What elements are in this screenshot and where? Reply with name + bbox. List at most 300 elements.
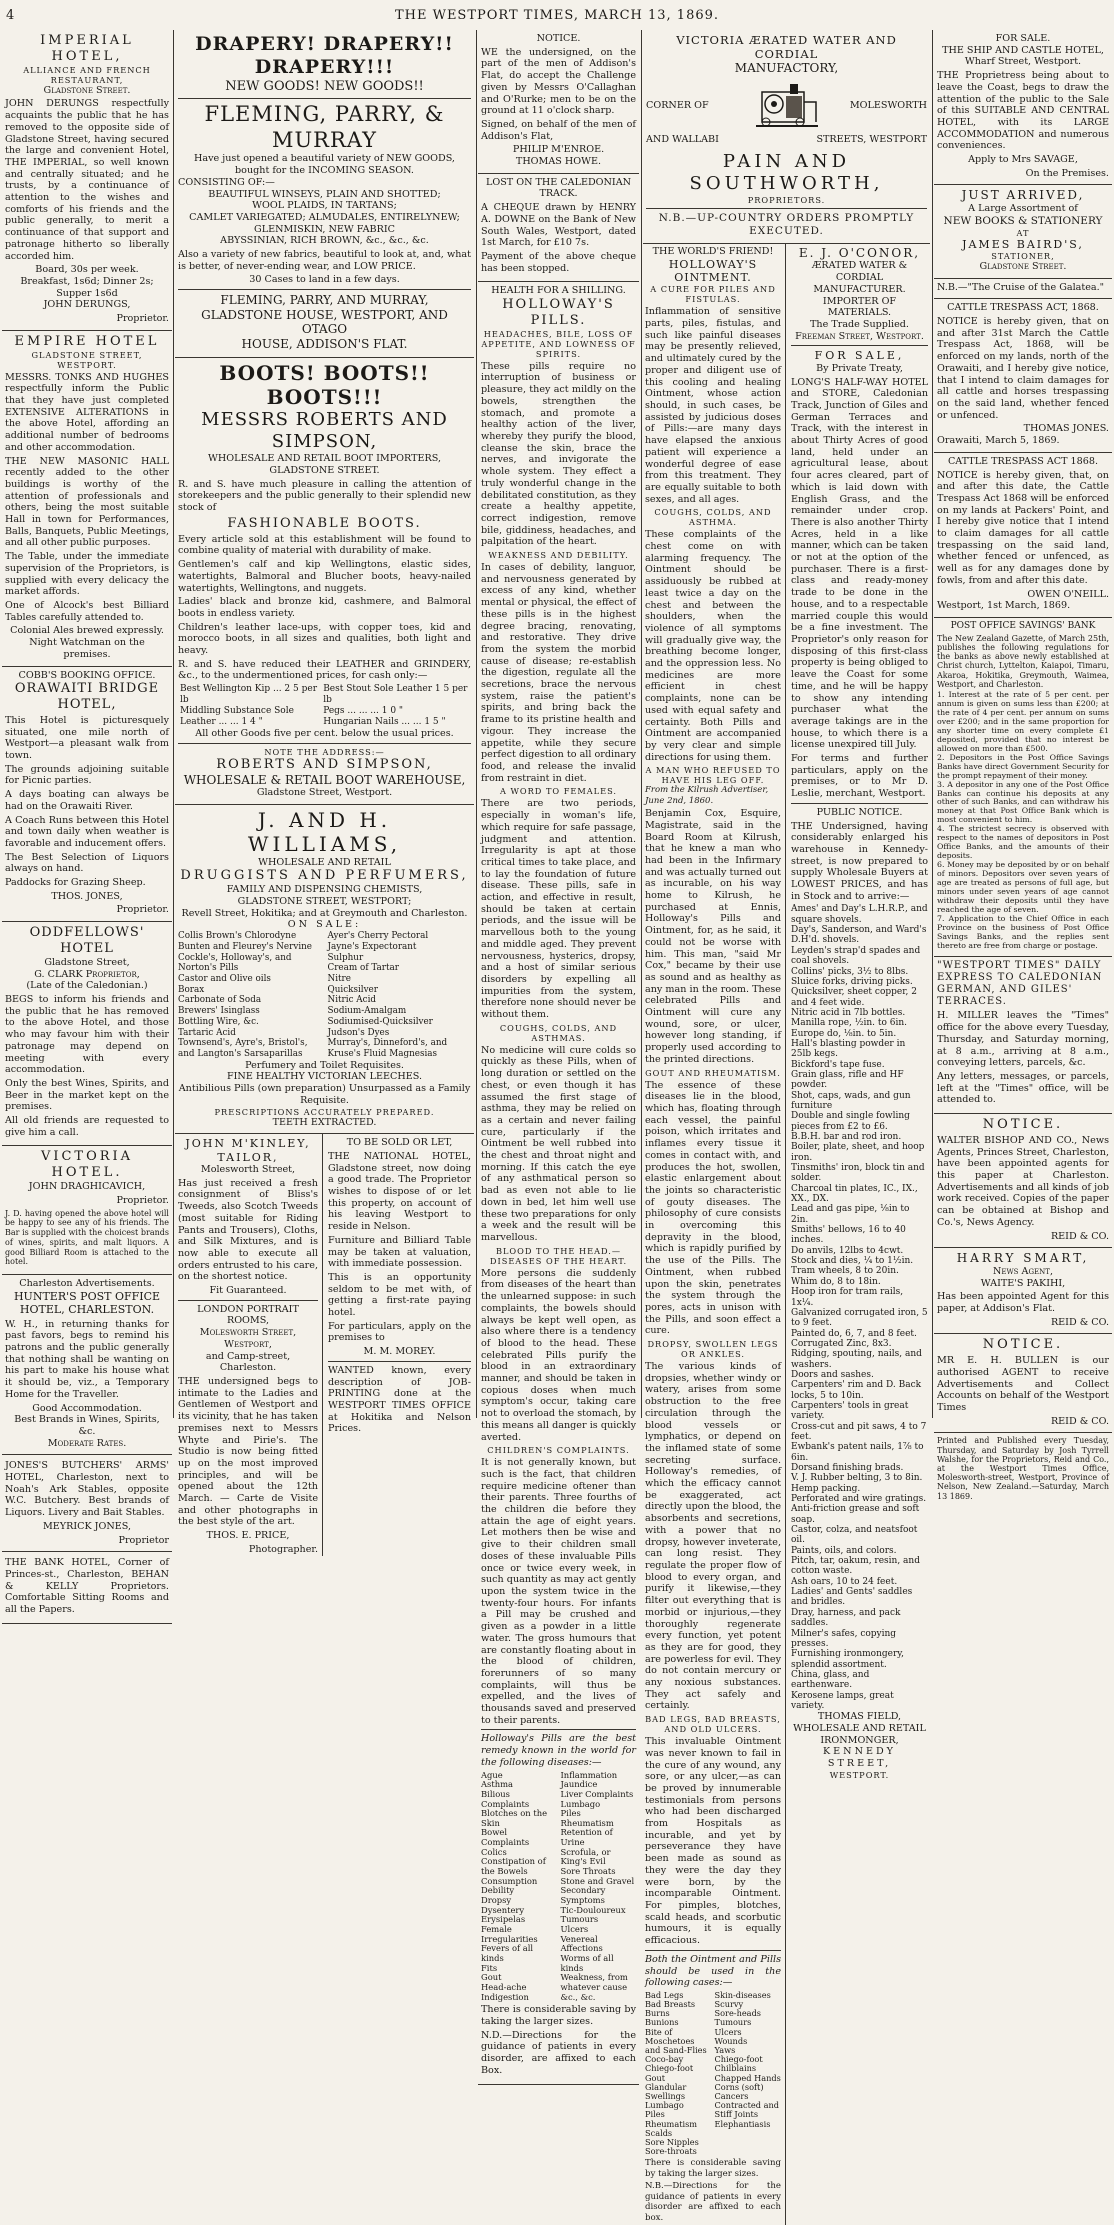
ad-family: FAMILY AND DISPENSING CHEMISTS, — [226, 884, 423, 896]
list-item: Tic-Douloureux — [560, 1904, 626, 1915]
list-item: &c., &c. — [560, 1991, 596, 2002]
ad-title: IMPERIAL HOTEL, — [40, 33, 134, 64]
butchers-arms-ad — [2, 1455, 172, 1552]
ad-body: Night Watchman on the premises. — [29, 637, 145, 660]
list-item: Rheumatism — [645, 2118, 698, 2129]
list-item: 1. Interest at the rate of 5 per cent. per annum is given on sums less than £200; at the rate of 4 per cent. per annum on sums over £200; and in the same proportion for any shorter time on every complete £1 deposited, provided that no interest be allowed on more than £500. — [937, 690, 1109, 753]
ad-line: MOLESWORTH — [849, 99, 927, 111]
ad-at: AT — [1016, 227, 1030, 238]
list-item: Murray's, Dinneford's, and Kruse's Fluid Magnesias — [327, 1038, 448, 1059]
list-item: Sore Nipples — [645, 2136, 699, 2147]
list-item: Brewers' Isinglass — [178, 1006, 260, 1017]
list-item: Cross-cut and pit saws, 4 to 7 feet. — [791, 1421, 927, 1442]
ad-note: N.B.—UP-COUNTRY ORDERS PROMPTLY EXECUTED. — [658, 212, 915, 238]
list-item: Shot, caps, wads, and gun furniture — [791, 1090, 911, 1111]
list-item: Carbonate of Soda — [178, 995, 262, 1006]
list-item: Cream of Tartar — [327, 963, 399, 974]
ad-title: HOLLOWAY'S PILLS. — [502, 297, 615, 328]
list-item: Quicksilver — [327, 984, 378, 995]
ad-proprietor: G. CLARK Proprietor, — [34, 968, 140, 980]
list-item: Burns — [645, 2008, 670, 2019]
column-rule — [173, 30, 174, 1418]
list-item: Pitch, tar, oakum, resin, and cotton waste. — [791, 1556, 920, 1577]
ad-body: There is considerable saving by taking the larger sizes. — [645, 2158, 781, 2179]
ad-line: Fit Guaranteed. — [209, 1285, 287, 1297]
holloway-pills-ad — [478, 282, 639, 2084]
ad-signature: REID & CO. — [1050, 1415, 1109, 1427]
ad-body: THE undersigned begs to intimate to the Ladies and Gentlemen of Westport and its vicinity, that he has taken premises next to Messrs Whyte and Pirie's. The Studio is now being fitted up on the most improved principles, and will be opened about the 12th March. — Carte de Visite and other photographs in the best style of the art. — [178, 1375, 318, 1528]
case-list-left — [645, 1991, 712, 2156]
list-item: Ladies' and Gents' saddles and bridles. — [791, 1587, 913, 1608]
list-item: Leyden's strap'd spades and coal shovels. — [791, 945, 921, 967]
section-head: A MAN WHO REFUSED TO HAVE HIS LEG OFF. — [645, 765, 781, 786]
column-1 — [2, 30, 172, 1616]
ad-street: Molesworth Street, — [200, 1164, 296, 1176]
ad-body: MESSRS. TONKS AND HUGHES respectfully inform the Public that they have just completed EXTENSIVE ALTERATIONS in the above Hotel, affording an additional number of bedrooms and other accommodation. — [5, 371, 169, 453]
ad-firm: FLEMING, PARRY, AND MURRAY, — [220, 293, 429, 308]
ad-name: OWEN O'NEILL. — [1027, 588, 1109, 600]
ad-street: KENNEDY STREET, — [823, 1746, 896, 1770]
list-item: Dray, harness, and pack saddles. — [791, 1607, 901, 1629]
ad-cases: 30 Cases to land in a few days. — [249, 274, 400, 286]
ad-title: BOOTS! BOOTS!! BOOTS!!! — [219, 360, 430, 410]
ad-body: Inflammation of sensitive parts, piles, fistulas, and such like painful diseases may be presently relieved, and ultimately cured by the proper and diligent use of this cooling and healing Ointment, whose action should, in such cases, be assisted by judicious doses of Pills:—are many days have elapsed the anxious patient will experience a wonderful degree of ease from this treatment. They are equally suitable to both sexes, and all ages. — [645, 306, 781, 505]
list-item: Tinsmiths' iron, block tin and solder. — [791, 1163, 925, 1184]
list-item: Milner's safes, copying presses. — [791, 1628, 897, 1649]
list-item: Piles — [645, 2109, 665, 2120]
ad-date: Orawaiti, March 5, 1869. — [937, 435, 1060, 447]
list-item: Elephantiasis — [714, 2118, 771, 2129]
list-item: Sore-heads — [714, 2008, 762, 2019]
list-item: Indigestion — [481, 1991, 529, 2002]
list-item: Fevers of all kinds — [481, 1943, 534, 1963]
lost-cheque-ad — [478, 174, 639, 283]
ad-line: Good Accommodation. — [32, 1402, 142, 1414]
section-head: GOUT AND RHEUMATISM. — [645, 1067, 781, 1078]
ad-premises: On the Premises. — [1025, 167, 1109, 179]
list-item: Glandular Swellings — [645, 2081, 687, 2101]
ad-title: CATTLE TRESPASS ACT, 1868. — [947, 302, 1099, 314]
list-item: Ulcers — [714, 2026, 742, 2037]
ad-body: W. H., in returning thanks for past favors, begs to remind his patrons and the public generally that nothing shall be wanting on his part to make his house what it should be, viz., a Temporary Home for the Traveller. — [5, 1318, 169, 1400]
section-head: A WORD TO FEMALES. — [499, 786, 618, 797]
ad-title: NOTICE. — [982, 1117, 1064, 1133]
ad-body: N.B.—Directions for the guidance of patients in every disorder are affixed to each box. — [645, 2181, 781, 2223]
ad-body: A CHEQUE drawn by HENRY A. DOWNE on the Bank of New South Wales, Westport, dated 1st March, for £10 7s. — [481, 202, 636, 249]
ad-body: All old friends are requested to give him a call. — [5, 1115, 169, 1138]
ad-title: PUBLIC NOTICE. — [816, 806, 903, 818]
list-item: Cockle's, Holloway's, and Norton's Pills — [178, 952, 292, 974]
ad-body: A Coach Runs between this Hotel and town daily when weather is favorable and inducement offers. — [5, 814, 169, 849]
list-item: Asthma — [481, 1779, 514, 1790]
list-item: Inflammation — [560, 1769, 618, 1780]
column-5 — [934, 30, 1112, 1501]
ad-body: These complaints of the chest come on with alarming frequency. The Ointment should be assiduously be rubbed at least twice a day on the chest and between the shoulders, when the violence of all symptoms will gradually give way, the breathing become longer, and the oppression less. No medicines are more efficient in chest complaints, none can be used with equal safety and certainty. Both Pills and Ointment are accompanied by very clear and simple directions for using them. — [645, 529, 781, 763]
ad-line: The Trade Supplied. — [810, 319, 909, 330]
ad-street: Freeman Street, Westport. — [795, 330, 924, 342]
two-up-ads — [643, 244, 930, 2225]
masthead-title: THE WESTPORT TIMES, MARCH 13, 1869. — [394, 8, 720, 23]
ad-body: The various kinds of dropsies, whether windy or watery, arises from some obstruction to the free circulation through the blood vessels or lymphatics, or depend on the inflamed state of some secreting surface. Holloway's remedies, of which the efficacy cannot be exaggerated, act directly upon the blood, the absorbents and secretions, with a power that no dropsy, however inveterate, can long resist. They regulate the proper flow of blood to every organ, and purify it likewise,—they filter out everything that is morbid or injurious,—they thoroughly regenerate every function, yet potent as they are for good, they are powerless for evil. They do not contain mercury or any noxious substances. They act safely and certainly. — [645, 1361, 781, 1712]
ad-title: J. AND H. WILLIAMS, — [247, 807, 402, 857]
ad-body: Signed, on behalf of the men of Addison's Flat, — [481, 118, 636, 142]
ad-body: Both the Ointment and Pills should be used in the following cases:— — [645, 1953, 781, 1989]
ad-body: Furniture and Billiard Table may be taken at valuation, with immediate possession. — [328, 1234, 471, 1270]
ad-address: GLADSTONE HOUSE, WESTPORT, AND OTAGO — [201, 307, 448, 337]
divider — [178, 1300, 318, 1301]
column-3 — [478, 30, 639, 2076]
list-item: Rheumatism — [560, 1817, 614, 1828]
ad-body: The grounds adjoining suitable for Picnic parties. — [5, 763, 169, 787]
ad-body: Benjamin Cox, Esquire, Magistrate, said in the Board Room at Kilrush, that he knew a man who had been in the Infirmary and was actually turned out as incurable, on his way home to Kilrush, he purchased at Ennis, Holloway's Pills and Ointment, for, as he said, it could not be worse with him. This man, "said Mr Cox," became by their use as sound and as healthy as any man in the room. These celebrated Pills and Ointment will cure any wound, sore, or ulcer, however long standing, if properly used according to the printed directions. — [645, 808, 781, 1065]
ad-body: H. MILLER leaves the "Times" office for the above every Tuesday, Thursday, and Saturday morning, at 8 a.m., arriving at 8 a.m., conveying letters, parcels, &c. — [937, 1010, 1109, 1069]
divider — [178, 289, 471, 290]
list-item: Europe do, ⅛in. to 5in. — [791, 1028, 897, 1039]
list-item: Sore Throats — [560, 1866, 616, 1877]
list-item: Tumours — [560, 1914, 599, 1925]
sale-list-right — [328, 931, 472, 1060]
ad-onsale: ON SALE: — [287, 919, 362, 931]
column-rule — [476, 30, 477, 1418]
list-item: Gout — [645, 2072, 666, 2083]
list-item: Constipation of the Bowels — [481, 1856, 546, 1877]
list-item: Weakness, from whatever cause — [560, 1972, 628, 1992]
list-item: Hoop iron for tram rails, 1x¼. — [791, 1287, 904, 1308]
table-row — [178, 706, 471, 717]
ad-name: MEYRICK JONES, — [42, 1520, 132, 1532]
ad-body: There is considerable saving by taking the larger sizes. — [481, 2004, 636, 2027]
ad-firm: JAMES BAIRD'S, — [962, 237, 1084, 251]
ad-body: This invaluable Ointment was never known to fail in the cure of any wound, any sore, or any ulcer,—as can be proved by innumerable testimonials from persons who had been discharged from Hospitals as incurable, and yet by perseverance they have been made as sound as they were the day they were born, by the incomparable Ointment. For pimples, blotches, scald heads, and scorbutic humours, it is equally efficacious. — [645, 1736, 781, 1947]
section-head: DROPSY, SWOLLEN LEGS OR ANKLES. — [647, 1339, 779, 1360]
list-item: Chilblains — [714, 2063, 757, 2074]
disease-list-left — [481, 1771, 557, 2003]
list-item: Castor, colza, and neatsfoot oil. — [791, 1525, 918, 1546]
list-item: Sore-throats — [645, 2146, 697, 2157]
ad-body: No medicine will cure colds so quickly as these Pills, when of long duration or settled on the chest, or even though it has assumed the first stage of asthma, they may be relied on as a certain and never failing cure, particularly if the Ointment be well rubbed into the chest and throat night and morning. If this catch the eye of any asthmatical person so bad as even not able to lie down in bed, let him well use these two preparations for only a week and the result will be marvellous. — [481, 1044, 636, 1243]
williams-chemists-ad — [175, 805, 474, 1134]
section-heading: Charleston Advertisements. — [19, 1278, 155, 1290]
ad-subtitle: ALLIANCE AND FRENCH RESTAURANT, — [23, 64, 151, 85]
ad-name: THOMAS HOWE. — [515, 156, 602, 168]
case-list-right — [715, 1991, 782, 2156]
ad-name: PHILIP M'ENROE. — [512, 144, 605, 156]
machinery-engraving-icon — [752, 78, 822, 134]
ad-title: POST OFFICE SAVINGS' BANK — [950, 620, 1096, 631]
table-cell: Hungarian Nails ... ... 1 5 " — [323, 717, 446, 728]
list-item: Jaundice — [560, 1779, 598, 1790]
list-item: Collins' picks, 3½ to 8lbs. — [791, 966, 909, 977]
daily-express-ad — [934, 957, 1112, 1114]
right-subcolumn — [786, 244, 930, 2225]
list-item: Corns (soft) — [714, 2081, 764, 2092]
list-item: Secondary Symptoms — [560, 1885, 606, 1906]
imperial-hotel-ad — [2, 30, 172, 331]
list-item: Tram wheels, 8 to 20in. — [791, 1266, 899, 1277]
list-item: Galvanized corrugated iron, 5 to 9 feet. — [791, 1307, 928, 1329]
ad-body: These pills require no interruption of business or pleasure, they act mildly on the bowels, strengthen the stomach, and promote a healthy action of the liver, whereby they purify the blood, cleanse the skin, brace the nerves, and invigorate the whole system. They effect a truly wonderful change in the debilitated constitution, as they create a healthy appetite, correct indigestion, remove bile, giddiness, headaches, and palpitation of the heart. — [481, 360, 636, 548]
ad-title: FOR SALE, — [814, 349, 905, 363]
list-item: Scurvy — [714, 1999, 744, 2010]
ad-body: THE NEW MASONIC HALL recently added to the other buildings is worthy of the attention of professionals and others, being the most suitable Hall in town for Performances, Balls, Banquets, Public Meetings, and all other public purposes. — [5, 455, 169, 549]
ad-body: Has just received a fresh consignment of Bliss's Tweeds, also Scotch Tweeds (most suitable for Riding Pants and Trousers), Cloths, and Silk Mixtures, and is now able to execute all orders entrusted to his care, on the shortest notice. — [178, 1177, 318, 1283]
ad-street: Gladstone Street, Westport. — [256, 787, 393, 799]
cattle-trespass-ad-1 — [934, 299, 1112, 452]
ad-body: NOTICE is hereby given, that on and after 31st March the Cattle Trespass Act, 1868, will be enforced on my lands, north of the Orawaiti, and I hereby give notice, that I intend to claim damages for all cattle and horses trespassing on the said land, whether fenced or unfenced. — [937, 316, 1109, 421]
savings-rules — [937, 691, 1109, 951]
table-cell: Middling Substance Sole — [180, 706, 294, 717]
ad-name: THOS. E. PRICE, — [206, 1530, 290, 1542]
section-head: COUGHS, COLDS, AND ASTHMA. — [654, 507, 772, 528]
goods-line: CAMLET VARIEGATED; ALMUDALES, ENTIRELYNEW; — [189, 211, 460, 223]
list-item: Chapped Hands — [714, 2072, 781, 2083]
table-cell: Best Stout Sole Leather 1 5 per lb — [323, 684, 468, 706]
ad-body: Every article sold at this establishment will be found to combine quality of material with durability of make. — [178, 533, 471, 557]
ad-body: THE Proprietress being about to leave the Coast, begs to draw the attention of the public to the Sale of this SUITABLE AND CENTRAL HOTEL, with its LARGE ACCOMMODATION and numerous conveniences. — [937, 70, 1109, 152]
cordial-manufactory-ad — [643, 30, 930, 244]
ad-role: Proprietor. — [116, 904, 169, 916]
ad-title: HOLLOWAY'S OINTMENT. — [668, 257, 758, 284]
list-item: Paints, oils, and colors. — [791, 1545, 897, 1556]
list-item: 4. The strictest secrecy is observed with respect to the names of depositors in Post Office Banks, and the amounts of their deposits. — [937, 824, 1109, 861]
ad-title: ODDFELLOWS' HOTEL — [29, 925, 145, 957]
ad-apply: Apply to Mrs SAVAGE, — [968, 154, 1078, 166]
ad-subtitle: WHOLESALE & RETAIL BOOT WAREHOUSE, — [183, 772, 466, 787]
ad-body: This is an opportunity seldom to be met with, of getting a first-rate paying hotel. — [328, 1271, 471, 1319]
list-item: Ash oars, 10 to 24 feet. — [791, 1576, 898, 1587]
list-item: Quicksilver, sheet copper, 2 and 4 feet wide. — [791, 987, 917, 1008]
ad-body: R. and S. have much pleasure in calling the attention of storekeepers and the public generally to their splendid new stock of — [178, 478, 471, 514]
list-item: Furnishing ironmongery, splendid assortment. — [791, 1649, 905, 1670]
list-item: Ague — [481, 1769, 503, 1780]
ad-line: By Private Treaty, — [816, 362, 903, 374]
ad-subtitle: WHOLESALE AND RETAIL BOOT IMPORTERS, — [208, 453, 441, 465]
ad-body: MR E. H. BULLEN is our authorised AGENT to receive Advertisements and Collect Accounts on behalf of the Westport Times — [937, 1355, 1109, 1414]
ad-heading: THE WORLD'S FRIEND! — [652, 245, 774, 257]
ad-body: A days boating can always be had on the Orawaiti River. — [5, 789, 169, 812]
ad-line: PRESCRIPTIONS ACCURATELY PREPARED. — [214, 1106, 435, 1117]
list-item: Jayne's Expectorant — [327, 941, 417, 952]
list-item: Bilious Complaints — [481, 1788, 530, 1809]
ad-name: JOHN DERUNGS, — [43, 299, 131, 311]
list-item: 7. Application to the Chief Office in each Province on the business of Post Office Savings Banks, and the replies sent thereto are free from charge or postage. — [937, 913, 1109, 950]
ad-name: THOS. JONES, — [51, 890, 123, 902]
section-head: A CURE FOR PILES AND FISTULAS. — [650, 284, 776, 305]
ad-body: Paddocks for Grazing Sheep. — [5, 877, 146, 889]
list-item: Female Irregularities — [481, 1924, 538, 1944]
ad-name: JOHN DRAGHICAVICH, — [28, 1181, 146, 1193]
ad-street: and Camp-street, Charleston. — [205, 1350, 291, 1374]
section-head: BLOOD TO THE HEAD.—DISEASES OF THE HEART. — [489, 1245, 628, 1266]
savings-bank-notice — [934, 618, 1112, 957]
street-row — [646, 134, 927, 146]
disease-lists — [481, 1771, 636, 2003]
ship-castle-ad — [934, 30, 1112, 185]
ad-intro: Have just opened a beautiful variety of NEW GOODS, bought for the INCOMING SEASON. — [194, 153, 455, 177]
list-item: Scalds — [645, 2127, 673, 2138]
list-item: B.B.H. bar and rod iron. — [791, 1132, 902, 1143]
list-item: Double and single fowling pieces from £2 to £6. — [791, 1111, 910, 1132]
ad-line: AND WALLABI — [646, 133, 719, 145]
list-item: Charcoal tin plates, IC., IX., XX., DX. — [791, 1183, 918, 1205]
list-item: Ulcers — [560, 1924, 589, 1935]
list-item: Dorsand finishing brads. — [791, 1463, 904, 1474]
ad-body: LONG'S HALF-WAY HOTEL and STORE, Caledonian Track, Junction of Giles and German Terraces and Track, with the interest in about Thirty Acres of good land, held under an agricultural lease, about four acres cleared, part of which is laid down with English Grass, and the remainder under crop. There is also another Thirty Acres, held in a like manner, which can be taken or not at the option of the purchaser. There is a first-class and ready-money trade to be done in the house, and to a respectable married couple this would be a fine investment. The Proprietor's only reason for disposing of this first-class property is being obliged to leave the Coast for some time, and he will be happy to show any intending purchaser what the average takings are in the house, to which there is a license unexpired till July. — [791, 376, 928, 751]
ad-body: THE BANK HOTEL, Corner of Princes-st., Charleston, BEHAN & KELLY Proprietors. Comfortable Sitting Rooms and all the Papers. — [5, 1557, 169, 1616]
list-item: Corrugated Zinc, 8x3. — [791, 1338, 892, 1349]
ad-board: Board, 30s per week. — [35, 264, 139, 276]
list-item: Hall's blasting powder in 25lb kegs. — [791, 1038, 906, 1060]
ad-title: VICTORIA HOTEL. — [40, 1149, 134, 1181]
ad-body: In cases of debility, languor, and nervousness generated by excess of any kind, whether mental or physical, the effect of these pills is in the highest degree bracing, renovating, and restorative. They drive from the system the morbid cause of disease; re-establish the digestion, regulate all the secretions, brace the nervous system, raise the patient's spirits, and bring back the frame to its pristine health and vigour. They increase the appetite, while they secure perfect digestion to all ordinary food, and release the invalid from restraint in diet. — [481, 562, 636, 784]
ad-street: Molesworth Street, Westport, — [199, 1327, 297, 1350]
section-head: COUGHS, COLDS, AND ASTHMAS. — [499, 1022, 618, 1043]
section-head: HEADACHES, BILE, LOSS OF APPETITE, AND LOWNESS OF SPIRITS. — [481, 328, 636, 359]
list-item: 3. A depositor in any one of the Post Office Banks can continue his deposits at any other of such Banks, and can withdraw his money at that Post Office Bank which is most convenient to him. — [937, 779, 1109, 825]
page-header — [0, 0, 1114, 32]
list-item: Dysentery — [481, 1904, 525, 1915]
ad-body: JONES'S BUTCHERS' ARMS' HOTEL, Charleston, next to Noah's Ark Stables, opposite W.C. Butchery. Best brands of Liquors. Livery and Bait Stables. — [5, 1460, 169, 1519]
ad-title: DRAPERY! DRAPERY!! DRAPERY!!! — [195, 33, 454, 79]
ad-title: CATTLE TRESPASS ACT 1868. — [947, 455, 1099, 467]
column-2 — [175, 30, 474, 1555]
list-item: Nitric acid in 7lb bottles. — [791, 1007, 906, 1018]
ad-body: Payment of the above cheque has been stopped. — [481, 250, 636, 274]
ad-body: More persons die suddenly from diseases of the heart than the unlearned suppose: in such complaints, the bowels should always be kept well open, as also where there is a tendency of blood to the head. These celebrated Pills purify the blood in an extraordinary manner, and should be taken in copious doses when much symptom's occur, taking care not to overload the stomach, by this means all danger is quickly averted. — [481, 1267, 636, 1443]
cattle-trespass-ad-2 — [934, 453, 1112, 618]
table-cell: Leather ... ... 1 4 " — [180, 717, 263, 728]
bank-hotel-ad — [2, 1552, 172, 1624]
list-item: 6. Money may be deposited by or on behalf of minors. Depositors over seven years of age are treated as persons of full age, but minors under seven years of age cannot withdraw their deposits until they have reached the age of seven. — [937, 860, 1109, 914]
goods-line: ABYSSINIAN, RICH BROWN, &c., &c., &c. — [220, 235, 429, 247]
sale-list-left — [178, 931, 322, 1060]
list-item: Skin-diseases — [714, 1989, 771, 2000]
ad-role: Photographer. — [248, 1543, 318, 1555]
ad-title: JUST ARRIVED, — [961, 188, 1085, 203]
ad-street: GLADSTONE STREET, — [31, 349, 143, 360]
ad-subtitle: A Large Assortment of — [968, 203, 1078, 215]
list-item: Lead and gas pipe, ⅛in to 2in. — [791, 1204, 910, 1225]
list-item: Sulphur — [327, 952, 364, 963]
left-subcolumn — [643, 244, 786, 2225]
ad-body: NOTICE is hereby given, that, on and after this date, the Cattle Trespass Act 1868 will be enforced on my lands at Packers' Point, and I hereby give notice that I intend to claim damages for all cattle trespassing on the said land, whether fenced or unfenced, as well as for any damages done by fowls, from and after this date. — [937, 469, 1109, 586]
ad-name: THOMAS FIELD, — [817, 1711, 902, 1723]
list-item: Stone and Gravel — [560, 1875, 635, 1886]
list-item: Judson's Dyes — [327, 1027, 390, 1038]
victoria-hotel-ad — [2, 1146, 172, 1275]
list-item: Ewbank's patent nails, 1⅞ to 6in. — [791, 1442, 924, 1463]
ad-note: N.B.—"The Cruise of the Galatea." — [937, 281, 1105, 293]
ad-street: Gladstone Street. — [43, 84, 131, 96]
column-rule — [932, 30, 933, 1418]
ad-title: LOST ON THE CALEDONIAN TRACK. — [485, 176, 632, 200]
ad-line: STREETS, WESTPORT — [816, 133, 927, 145]
list-item: Cancers — [714, 2090, 749, 2101]
list-item: Coco-bay — [645, 2054, 684, 2065]
list-item: Gout — [481, 1972, 502, 1983]
ad-town: WESTPORT. — [829, 1769, 890, 1780]
ad-note: NOTE THE ADDRESS:— — [264, 746, 385, 757]
ad-subtitle: News Agent, — [992, 1265, 1054, 1277]
case-lists — [645, 1991, 781, 2156]
list-item: Bickford's tape fuse. — [791, 1059, 885, 1070]
ad-signature: REID & CO. — [1050, 1230, 1109, 1242]
goods-line: GLENMISKIN, NEW FABRIC — [254, 223, 395, 235]
ad-body: BEGS to inform his friends and the public that he has removed to the above Hotel, and those who may favour him with their patronage may depend on meeting with every accommodation. — [5, 994, 169, 1076]
ad-proprietors: PROPRIETORS. — [747, 195, 826, 206]
list-item: Wounds — [714, 2035, 748, 2046]
ad-body: Holloway's Pills are the best remedy known in the world for the following diseases:— — [481, 1733, 636, 1768]
list-item: Doors and sashes. — [791, 1369, 874, 1380]
list-item: Chiego-foot — [714, 2054, 763, 2065]
list-item: Nitric Acid — [327, 995, 377, 1006]
list-item: Liver Complaints — [560, 1788, 634, 1799]
two-up-ads — [175, 1134, 474, 1555]
table-cell: Best Wellington Kip ... 2 5 per lb — [180, 684, 317, 706]
ad-body: JOHN DERUNGS respectfully acquaints the public that he has removed to the opposite side of Gladstone Street, having secured the large and convenient Hotel, THE IMPERIAL, so well known and centrally situated; and he trusts, by a continuance of attention to the wishes and comforts of his friends and the public generally, to merit a continuance of that support and patronage hitherto so liberally accorded him. — [5, 98, 169, 262]
ad-body: The essence of these diseases lie in the blood, which has, floating through each vessel, the painful poison, which irritates and inflames every tissue it comes in contact with, and produces the hot, swollen, elastic enlargement about the joints so characteristic of gouty diseases. The philosophy of cure consists in overcoming this depravity in the blood, which is rapidly purified by the use of the Pills. The Ointment, when rubbed upon the skin, penetrates the system through the pores, acts in unison with the Pills, and soon effect a cure. — [645, 1079, 781, 1337]
ad-heading: HEALTH FOR A SHILLING. — [491, 285, 626, 297]
ad-body: It is not generally known, but such is the fact, that children require medicine oftener than their parents. Three fourths of the children die before they attain the age of eight years. Let mothers then be wise and give to their children small doses of these invaluable Pills once or twice every week, in such quantity as may act gently upon the system twice in the twenty-four hours. For infants a Pill may be crushed and given as a powder in a little water. The gross humours that are constantly floating about in the blood of children, forerunners of so many complaints, will thus be expelled, and the lives of thousands saved and preserved to their parents. — [481, 1457, 636, 1726]
ad-body: The Best Selection of Liquors always on hand. — [5, 851, 169, 875]
ad-town: WESTPORT. — [57, 359, 117, 370]
divider — [481, 1729, 636, 1730]
list-item: Stock and dies, ¼ to 1½in. — [791, 1256, 914, 1267]
ad-signature: REID & CO. — [1050, 1316, 1109, 1328]
list-item: Colics — [481, 1846, 507, 1857]
list-item: Manilla rope, ½in. to 6in. — [791, 1018, 908, 1029]
divider — [178, 98, 471, 99]
ad-firm: FLEMING, PARRY, & MURRAY — [204, 102, 445, 152]
ad-line: All other Goods five per cent. below the usual prices. — [195, 728, 454, 740]
list-item: Contracted and Stiff Joints — [714, 2100, 780, 2120]
ad-name: M. M. MOREY. — [363, 1346, 436, 1358]
ad-body: The New Zealand Gazette, of March 25th, publishes the following regulations for the banks as above newly established at Christ church, Lyttelton, Kaiapoi, Timaru, Akaroa, Hokitika, Greymouth, Waimea, Westport, and Charleston. — [937, 633, 1109, 689]
ad-body: Ladies' black and bronze kid, cashmere, and Balmoral boots in endless variety. — [178, 596, 471, 619]
ad-body: THE Undersigned, having considerably enlarged his warehouse in Kennedy-street, is now prepared to supply Wholesale Buyers at LOWEST PRICES, and has in Stock and to arrive:— — [791, 820, 928, 902]
column-rule — [641, 30, 642, 1418]
page-number: 4 — [6, 8, 15, 23]
list-item: Head-ache — [481, 1981, 527, 1992]
list-item: Consumption — [481, 1875, 538, 1886]
ad-body: WANTED known, every description of JOB-PRINTING done at the WESTPORT TIMES OFFICE at Hokitika and Nelson Prices. — [328, 1364, 471, 1435]
ad-title: THE SHIP AND CASTLE HOTEL, — [942, 44, 1104, 56]
ad-title: TO BE SOLD OR LET, — [346, 1137, 453, 1149]
ad-role: STATIONER, — [991, 250, 1055, 261]
ad-body: There are two periods, especially in woman's life, which require for safe passage, judgment and attention. Irregularity is apt at those critical times to take place, and to lay the foundation of future disease. These pills, safe in action, and effective in result, should be taken at certain periods, and the issue will be marvellous both to the young and middle aged. They prevent nervousness, hysterics, dropsy, and a host of similar serious disorders by expelling all impurities from the system, therefore none should never be without them. — [481, 798, 636, 1021]
list-item: Tartaric Acid — [178, 1027, 236, 1038]
list-item: Ames' and Day's L.H.R.P., and square shovels. — [791, 904, 928, 925]
list-item: Blotches on the Skin — [481, 1808, 548, 1828]
list-item: Hemp packing. — [791, 1483, 861, 1494]
ad-date: Westport, 1st March, 1869. — [937, 600, 1071, 612]
list-item: Collis Brown's Chlorodyne — [178, 931, 297, 942]
list-item: Ridging, spouting, nails, and washers. — [791, 1349, 922, 1370]
list-item: Tumours — [714, 2017, 752, 2028]
ad-subtitle: WHOLESALE AND RETAIL — [258, 856, 391, 868]
list-item: Sodiumised-Quicksilver — [327, 1016, 433, 1027]
list-item: Lumbago — [645, 2100, 684, 2111]
list-item: Borax — [178, 984, 205, 995]
ad-location: WAITE'S PAKIHI, — [980, 1277, 1066, 1289]
list-item: Worms of all kinds — [560, 1953, 614, 1973]
list-item: V. J. Rubber belting, 3 to 8in. — [791, 1473, 923, 1484]
list-item: Nitre — [327, 973, 351, 984]
list-item: Fits — [481, 1962, 498, 1973]
hunters-hotel-ad — [2, 1275, 172, 1455]
ad-body: R. and S. have reduced their LEATHER and GRINDERY, &c., to the undermentioned prices, for cash only:— — [178, 658, 471, 682]
ad-body: THE NATIONAL HOTEL, Gladstone street, now doing a good trade. The Proprietor wishes to dispose of or let this property, on account of his leaving Westport to reside in Nelson. — [328, 1150, 471, 1233]
